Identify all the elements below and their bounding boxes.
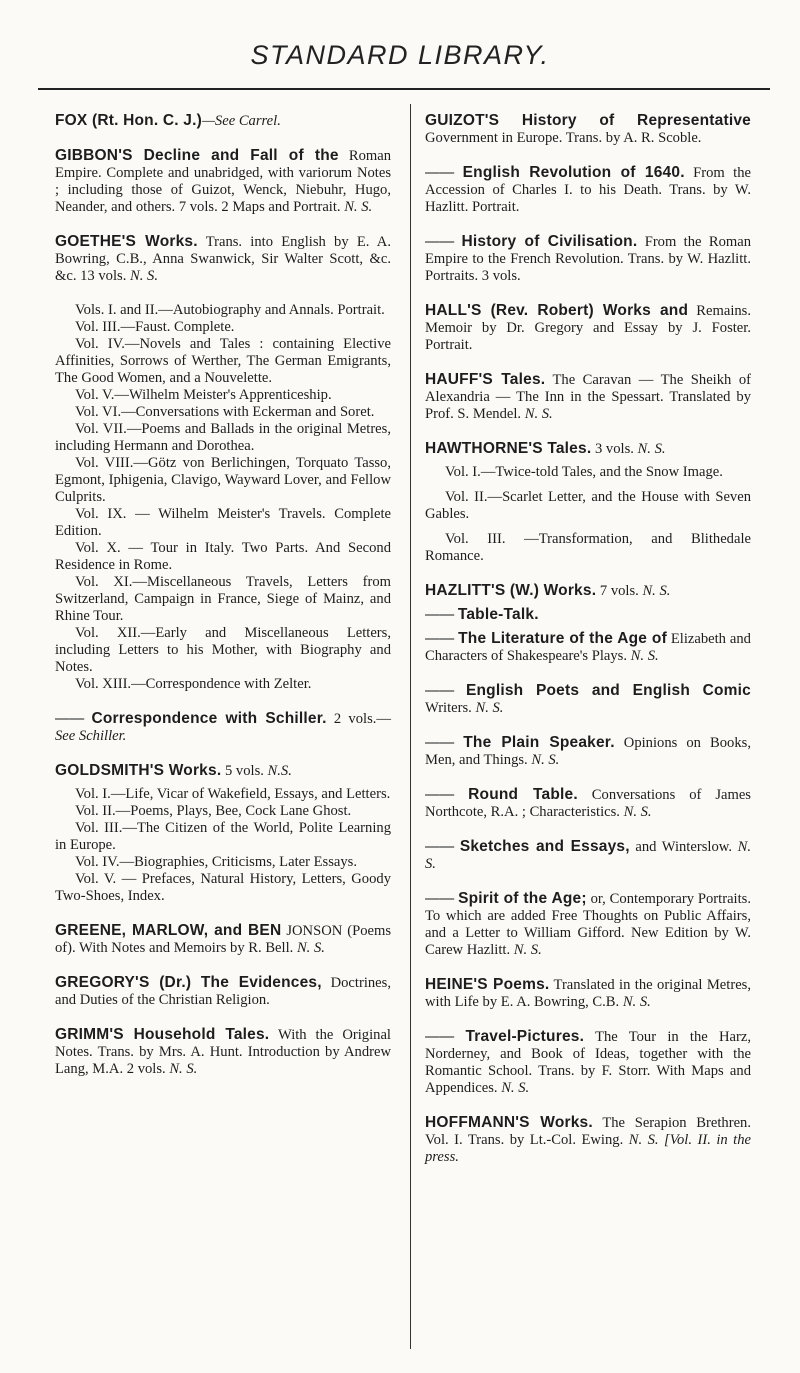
series-mark: N. S. [630, 648, 659, 664]
series-mark: N.S. [267, 763, 292, 779]
left-column [55, 112, 391, 1095]
entry-description: Government in Europe. Trans. by A. R. Scoble. [425, 130, 702, 146]
volume-line [55, 455, 391, 506]
volume-text: Vol. I.—Twice-told Tales, and the Snow Image. [445, 464, 723, 480]
entry-heading: Travel-Pictures. [465, 1028, 585, 1045]
dash-marker: —— [425, 631, 455, 647]
entry-description: Opinions on Books, Men, and Things. [425, 735, 751, 768]
catalogue-entry [425, 164, 751, 216]
entry-heading: GUIZOT'S History of Representative [425, 112, 751, 129]
entry-heading: GREENE, MARLOW, and BEN [55, 922, 282, 939]
volume-text: Vol. III.—The Citizen of the World, Polite Learning in Europe. [55, 820, 391, 853]
entry-heading: English Poets and English Comic [465, 682, 751, 699]
volume-text: Vol. II.—Poems, Plays, Bee, Cock Lane Ghost. [75, 803, 352, 819]
catalogue-entry [55, 147, 391, 216]
volume-text: Vol. X. — Tour in Italy. Two Parts. And Second Residence in Rome. [55, 540, 391, 573]
entry-heading: Table-Talk. [457, 606, 539, 623]
entry-description: 7 vols. [596, 583, 643, 599]
volume-text: Vol. XII.—Early and Miscellaneous Letters, including Letters to his Mother, with Biography and Notes. [55, 625, 391, 675]
volume-text: Vol. IV.—Novels and Tales : containing Elective Affinities, Sorrows of Werther, The German Emigrants, The Good Women, and a Nouvelette. [55, 336, 391, 386]
catalogue-entry [425, 233, 751, 285]
volume-line [425, 489, 751, 523]
series-mark: N. S. [425, 839, 751, 872]
catalogue-entry [425, 734, 751, 769]
catalogue-entry [425, 976, 751, 1011]
entry-description: and Winterslow. [629, 839, 738, 855]
series-mark: N. S. [475, 700, 504, 716]
volume-line [425, 531, 751, 565]
catalogue-entry [55, 1026, 391, 1078]
series-mark: N. S. [642, 583, 671, 599]
catalogue-entry [425, 630, 751, 665]
entry-reference: See Schiller. [55, 728, 127, 744]
volume-line [55, 676, 391, 693]
volume-text: Vol. III. —Transformation, and Blithedale Romance. [425, 531, 751, 564]
dash-marker: —— [425, 735, 455, 751]
entry-heading: FOX (Rt. Hon. C. J.) [55, 112, 202, 129]
entry-heading: HAZLITT'S (W.) Works. [425, 582, 597, 599]
volume-line [55, 319, 391, 336]
entry-heading: HALL'S (Rev. Robert) Works and [425, 302, 689, 319]
volume-line [55, 387, 391, 404]
catalogue-entry [425, 302, 751, 354]
entry-description: The Tour in the Harz, Norderney, and Book of Ideas, together with the Romantic School. Trans. by F. Storr. With Maps and Appendices. [425, 1029, 751, 1096]
entry-description: Translated in the original Metres, with Life by E. A. Bowring, C.B. [425, 977, 751, 1010]
volume-text: Vol. VI.—Conversations with Eckerman and Soret. [75, 404, 375, 420]
entry-heading: GOETHE'S Works. [55, 233, 198, 250]
entry-heading: HEINE'S Poems. [425, 976, 550, 993]
catalogue-entry [55, 112, 391, 130]
dash-marker: —— [425, 607, 455, 623]
volume-line [55, 820, 391, 854]
series-mark: N. S. [296, 940, 325, 956]
entry-heading: The Literature of the Age of [458, 630, 667, 647]
entry-description: Doctrines, and Duties of the Christian Religion. [55, 975, 391, 1008]
volume-line [55, 336, 391, 387]
dash-marker: —— [425, 165, 455, 181]
entry-heading: GRIMM'S Household Tales. [55, 1026, 270, 1043]
entry-heading: Round Table. [468, 786, 578, 803]
catalogue-entry [55, 233, 391, 285]
volume-text: Vol. XI.—Miscellaneous Travels, Letters from Switzerland, Campaign in France, Siege of Mainz, and Rhine Tour. [55, 574, 391, 624]
volume-line [55, 506, 391, 540]
entry-heading: HOFFMANN'S Works. [425, 1114, 593, 1131]
entry-heading: Sketches and Essays, [459, 838, 630, 855]
volume-text: Vol. I.—Life, Vicar of Wakefield, Essays, and Letters. [75, 786, 391, 802]
dash-marker: —— [425, 234, 455, 250]
entry-heading: HAWTHORNE'S Tales. [425, 440, 592, 457]
volume-line [55, 540, 391, 574]
entry-description: The Serapion Brethren. Vol. I. Trans. by Lt.-Col. Ewing. [425, 1115, 752, 1148]
entry-description: 2 vols.— [326, 711, 392, 727]
volume-text: Vol. V.—Wilhelm Meister's Apprenticeship. [75, 387, 332, 403]
catalogue-entry [425, 440, 751, 458]
volume-line [55, 803, 391, 820]
right-column [425, 112, 751, 1183]
catalogue-entry [425, 890, 751, 959]
volume-text: Vol. XIII.—Correspondence with Zelter. [75, 676, 312, 692]
page-title: STANDARD LIBRARY. [250, 40, 550, 70]
volume-text: Vol. IX. — Wilhelm Meister's Travels. Complete Edition. [55, 506, 391, 539]
entry-heading: GREGORY'S (Dr.) The Evidences, [55, 974, 322, 991]
entry-heading: The Plain Speaker. [463, 734, 615, 751]
series-mark: N. S. [623, 804, 652, 820]
volume-text: Vol. V. — Prefaces, Natural History, Letters, Goody Two-Shoes, Index. [55, 871, 391, 904]
series-mark: N. S. [637, 441, 666, 457]
volume-line [55, 786, 391, 803]
entry-heading: Correspondence with Schiller. [91, 710, 327, 727]
volume-line [55, 302, 391, 319]
entry-heading: History of Civilisation. [461, 233, 638, 250]
catalogue-entry [425, 682, 751, 717]
catalogue-entry [55, 710, 391, 745]
dash-marker: —— [425, 787, 455, 803]
volume-text: Vol. VIII.—Götz von Berlichingen, Torquato Tasso, Egmont, Iphigenia, Clavigo, Wayward Lover, and Fellow Culprits. [55, 455, 391, 505]
catalogue-entry [55, 922, 391, 957]
column-divider [410, 104, 411, 1349]
entry-description: Remains. Memoir by Dr. Gregory and Essay by J. Foster. Portrait. [425, 303, 752, 353]
volume-line [55, 421, 391, 455]
entry-description: 3 vols. [591, 441, 638, 457]
entry-heading: GOLDSMITH'S Works. [55, 762, 222, 779]
dash-marker: —— [425, 1029, 455, 1045]
entry-description: Trans. into English by E. A. Bowring, C.B., Anna Swanwick, Sir Walter Scott, &c. &c. 13 vols. [55, 234, 391, 284]
entry-description: From the Roman Empire to the French Revolution. Trans. by W. Hazlitt. Portraits. 3 vols. [425, 234, 751, 284]
catalogue-entry [425, 606, 751, 624]
volume-text: Vol. II.—Scarlet Letter, and the House with Seven Gables. [425, 489, 751, 522]
catalogue-entry [425, 1114, 751, 1166]
series-mark: N. S. [513, 942, 542, 958]
catalogue-entry [55, 974, 391, 1009]
entry-reference: —See Carrel. [201, 113, 281, 129]
entry-heading: GIBBON'S Decline and Fall of the [55, 147, 339, 164]
entry-description: From the Accession of Charles I. to his Death. Trans. by W. Hazlitt. Portrait. [425, 165, 751, 215]
volume-text: Vol. IV.—Biographies, Criticisms, Later Essays. [75, 854, 357, 870]
dash-marker: —— [425, 891, 455, 907]
series-mark: N. S. [130, 268, 158, 284]
entry-description: With the Original Notes. Trans. by Mrs. A. Hunt. Introduction by Andrew Lang, M.A. 2 vols. [55, 1027, 391, 1077]
entry-heading: English Revolution of 1640. [462, 164, 685, 181]
series-mark: N. S. [501, 1080, 530, 1096]
dash-marker: —— [425, 839, 455, 855]
entry-description: JONSON (Poems of). With Notes and Memoirs by R. Bell. [55, 923, 391, 956]
catalogue-entry [425, 582, 751, 600]
volume-text: Vols. I. and II.—Autobiography and Annals. Portrait. [75, 302, 385, 318]
entry-description: The Caravan — The Sheikh of Alexandria — The Inn in the Spessart. Translated by Prof. S. Mendel. [425, 372, 751, 422]
press-note: [Vol. II. in the press. [425, 1132, 751, 1165]
entry-heading: HAUFF'S Tales. [425, 371, 546, 388]
volume-text: Vol. VII.—Poems and Ballads in the original Metres, including Hermann and Dorothea. [55, 421, 391, 454]
series-mark: N. S. [622, 994, 651, 1010]
volume-line [55, 404, 391, 421]
series-mark: N. S. [628, 1132, 659, 1148]
volume-line [55, 854, 391, 871]
entry-description: 5 vols. [221, 763, 268, 779]
entry-description: or, Contemporary Portraits. To which are added Free Thoughts on Public Affairs, and a Letter to William Gifford. New Edition by W. Carew Hazlitt. [425, 891, 751, 958]
dash-marker: —— [55, 711, 85, 727]
entry-description: Writers. [425, 700, 476, 716]
entry-description: Roman Empire. Complete and unabridged, with variorum Notes ; including those of Guizot, Wenck, Niebuhr, Hugo, Neander, and others. 7 vols. 2 Maps and Portrait. [55, 148, 392, 215]
dash-marker: —— [425, 683, 455, 699]
series-mark: N. S. [531, 752, 560, 768]
volume-text: Vol. III.—Faust. Complete. [75, 319, 235, 335]
volume-line [55, 574, 391, 625]
catalogue-entry [425, 371, 751, 423]
entry-heading: Spirit of the Age; [458, 890, 587, 907]
header-rule [38, 88, 770, 90]
catalogue-entry [425, 838, 751, 873]
volume-line [55, 871, 391, 905]
series-mark: N. S. [169, 1061, 198, 1077]
series-mark: N. S. [344, 199, 373, 215]
catalogue-entry [425, 112, 751, 147]
volume-line [425, 464, 751, 481]
entry-description: Conversations of James Northcote, R.A. ; Characteristics. [425, 787, 751, 820]
series-mark: N. S. [524, 406, 553, 422]
catalogue-entry [55, 762, 391, 780]
catalogue-entry [425, 786, 751, 821]
volume-line [55, 625, 391, 676]
entry-description: Elizabeth and Characters of Shakespeare's Plays. [425, 631, 751, 664]
catalogue-entry [425, 1028, 751, 1097]
